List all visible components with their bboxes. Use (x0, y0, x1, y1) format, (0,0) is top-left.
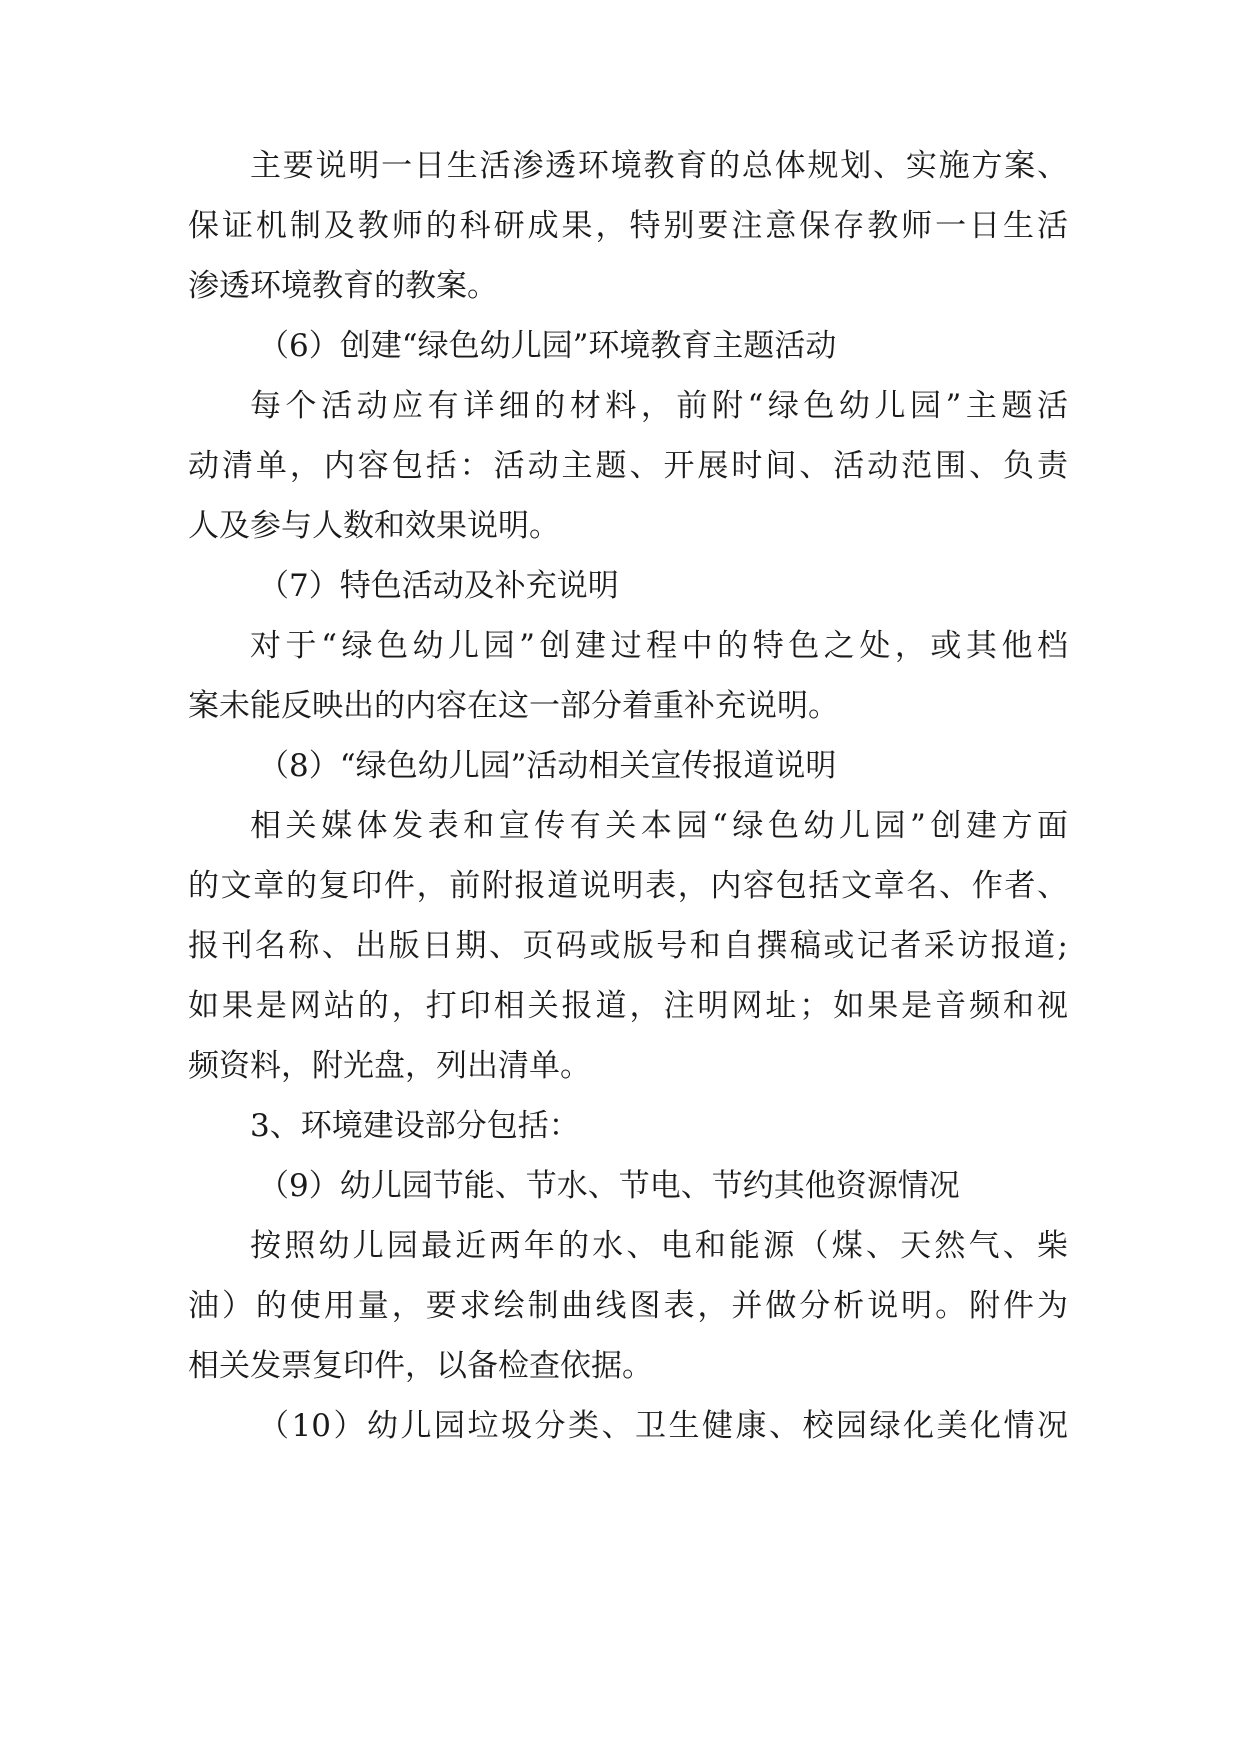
paragraph-line: 渗透环境教育的教案。 (188, 268, 498, 304)
section-heading: （9）幼儿园节能、节水、节电、节约其他资源情况 (258, 1168, 960, 1204)
paragraph-line: 主要说明一日生活渗透环境教育的总体规划、实施方案、 (250, 148, 1068, 184)
section-heading: （7）特色活动及补充说明 (258, 568, 619, 604)
paragraph-line: 相关媒体发表和宣传有关本园“绿色幼儿园”创建方面 (250, 808, 1068, 844)
section-heading: （8）“绿色幼儿园”活动相关宣传报道说明 (258, 748, 837, 784)
section-heading: 3、环境建设部分包括： (250, 1108, 580, 1144)
paragraph-line: 动清单，内容包括：活动主题、开展时间、活动范围、负责 (188, 448, 1068, 484)
paragraph-line: 保证机制及教师的科研成果，特别要注意保存教师一日生活 (188, 208, 1068, 244)
paragraph-line: 案未能反映出的内容在这一部分着重补充说明。 (188, 688, 839, 724)
paragraph-line: 每个活动应有详细的材料，前附“绿色幼儿园”主题活 (250, 388, 1068, 424)
paragraph-line: 报刊名称、出版日期、页码或版号和自撰稿或记者采访报道; (188, 928, 1068, 964)
paragraph-line: 频资料，附光盘，列出清单。 (188, 1048, 591, 1084)
paragraph-line: 人及参与人数和效果说明。 (188, 508, 560, 544)
paragraph-line: 油）的使用量，要求绘制曲线图表，并做分析说明。附件为 (188, 1288, 1068, 1324)
paragraph-line: 按照幼儿园最近两年的水、电和能源（煤、天然气、柴 (250, 1228, 1068, 1264)
paragraph-line: 的文章的复印件，前附报道说明表，内容包括文章名、作者、 (188, 868, 1068, 904)
paragraph-line: 如果是网站的，打印相关报道，注明网址；如果是音频和视 (188, 988, 1068, 1024)
section-heading: （10）幼儿园垃圾分类、卫生健康、校园绿化美化情况 (258, 1408, 1068, 1444)
paragraph-line: 相关发票复印件，以备检查依据。 (188, 1348, 653, 1384)
paragraph-line: 对于“绿色幼儿园”创建过程中的特色之处，或其他档 (250, 628, 1068, 664)
section-heading: （6）创建“绿色幼儿园”环境教育主题活动 (258, 328, 837, 364)
